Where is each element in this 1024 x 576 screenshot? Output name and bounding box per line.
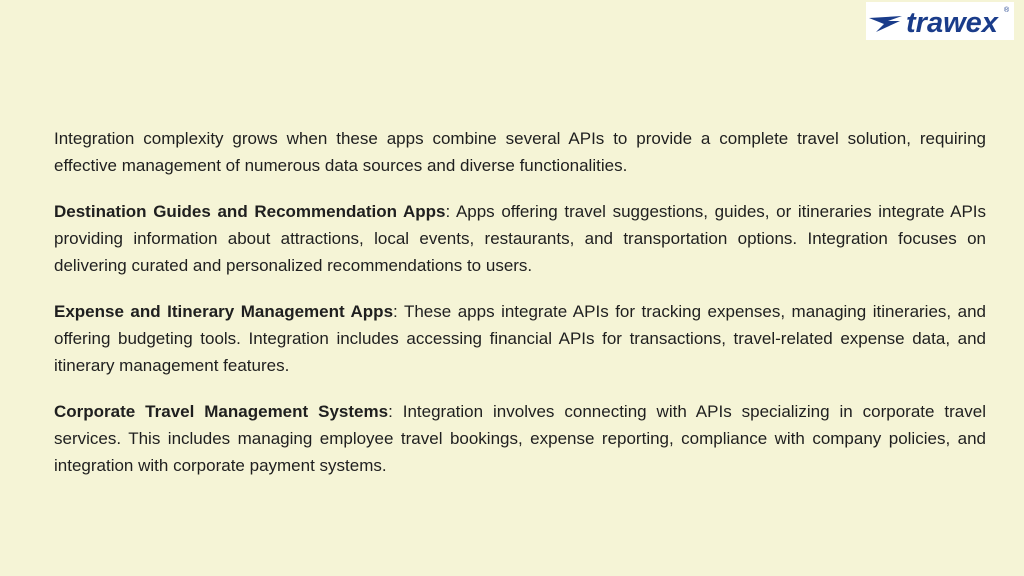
paragraph-intro	[54, 125, 986, 179]
paragraph-heading: Corporate Travel Management Systems	[54, 402, 389, 421]
paragraph-destination-guides	[54, 198, 986, 279]
paragraph-text: These apps integrate APIs for tracking expenses, managing itineraries, and offering budgeting tools. Integration includes accessing financial APIs for transactions, travel-related expense data, and itinerary management features.	[54, 302, 987, 375]
paragraph-separator: :	[388, 402, 403, 421]
paragraph-heading: Expense and Itinerary Management Apps	[54, 302, 394, 321]
swoosh-icon	[869, 16, 902, 32]
trawex-logo	[866, 2, 1014, 40]
paragraph-separator: :	[445, 202, 456, 221]
registered-mark: ®	[1004, 7, 1010, 14]
trawex-logo-graphic	[866, 2, 1014, 40]
paragraph-text: Integration complexity grows when these apps combine several APIs to provide a complete travel solution, requiring effective management of numerous data sources and diverse functionalities.	[54, 129, 986, 175]
paragraph-corporate-travel	[54, 398, 986, 479]
logo-text: trawex	[906, 7, 998, 39]
paragraph-expense-itinerary	[54, 298, 986, 379]
paragraph-heading: Destination Guides and Recommendation Apps	[54, 202, 446, 221]
paragraph-text: Integration involves connecting with APIs specializing in corporate travel services. This includes managing employee travel bookings, expense reporting, compliance with company policies, and integration with corporate payment systems.	[54, 402, 986, 475]
body-text	[54, 125, 986, 498]
paragraph-text: Apps offering travel suggestions, guides, or itineraries integrate APIs providing information about attractions, local events, restaurants, and transportation options. Integration focuses on delivering curated and personalized recommendations to users.	[54, 202, 987, 275]
paragraph-separator: :	[393, 302, 404, 321]
